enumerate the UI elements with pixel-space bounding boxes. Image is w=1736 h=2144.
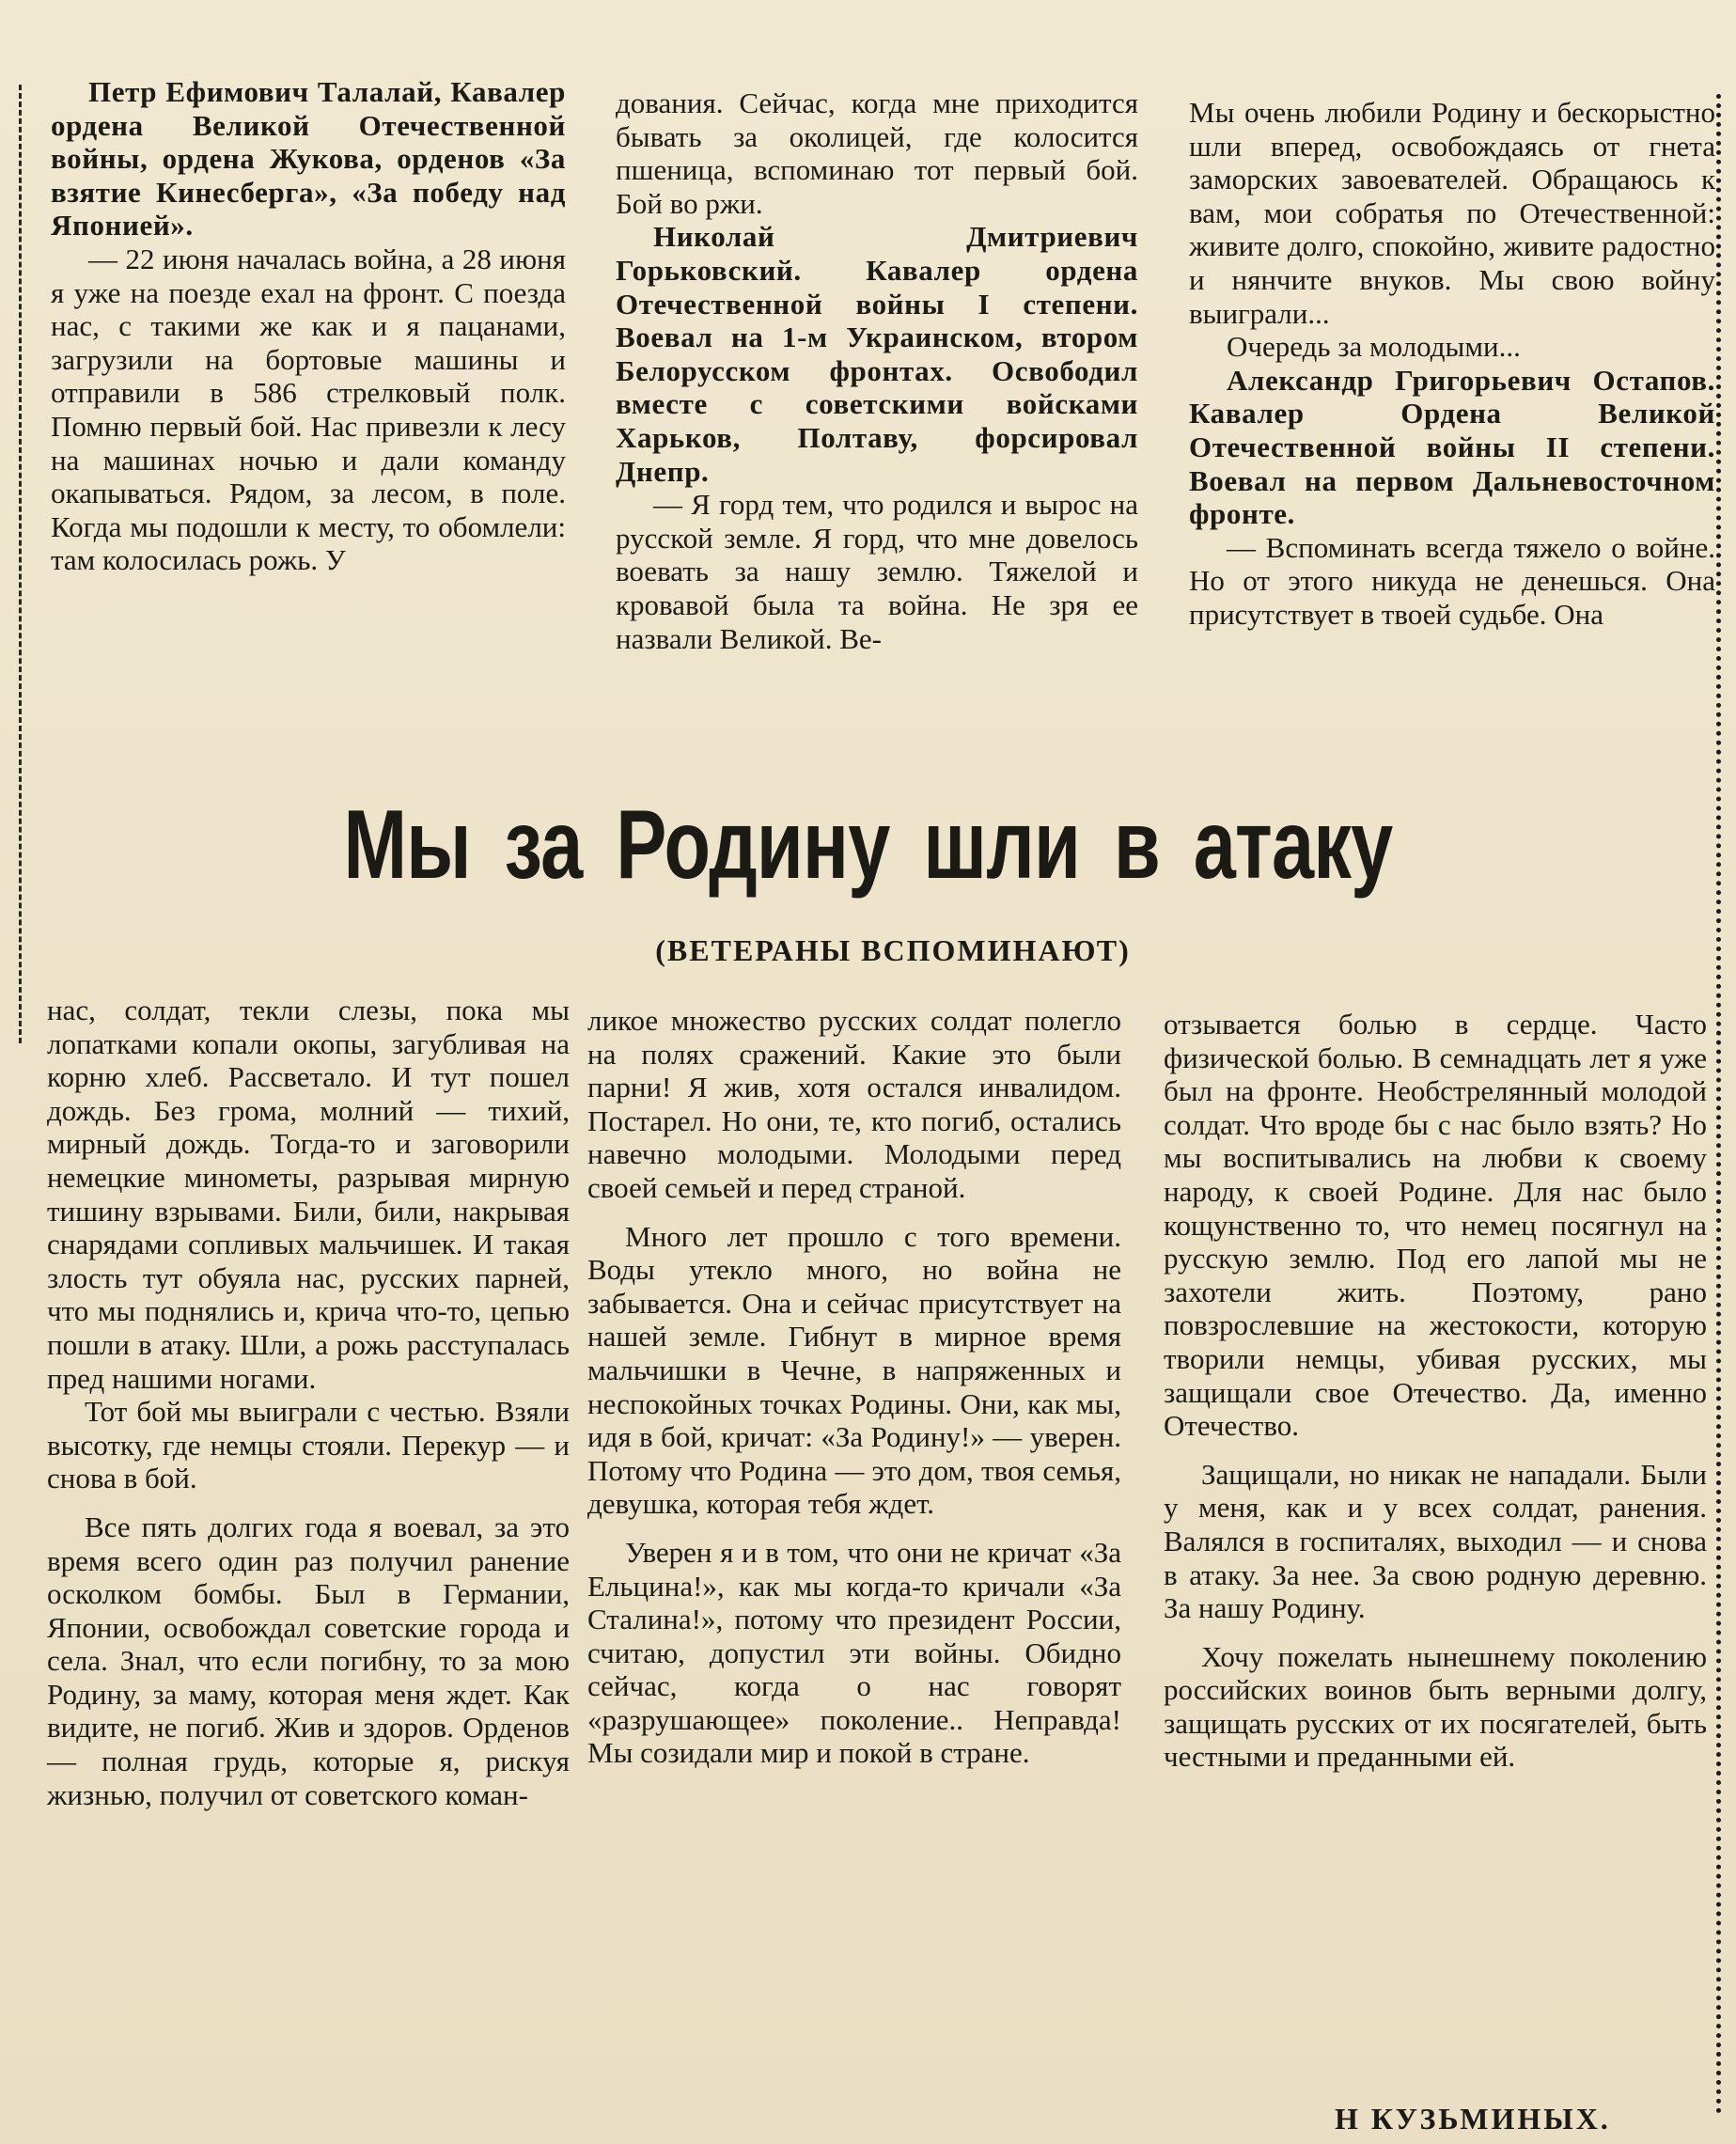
text-bottom-2-p2: Много лет прошло с того времени. Воды утекло много, но война не забывается. Она и сейчас присутствует на нашей земле. Гибнут в мирное время мальчишки в Чечне, в напряженных и неспокойных точках Родины. Они, как мы, идя в бой, кричат: «За Родину!» — уверен. Потому что Родина — это дом, твоя семья, девушка, которая тебя ждет. — [587, 1219, 1121, 1521]
text-gorkovsky-closing: Очередь за молодыми... — [1227, 330, 1521, 364]
text-bottom-2-p1: ликое множество русских солдат полегло на полях сражений. Какие это были парни! Я жив, хотя остался инвалидом. Постарел. Но они, те, кто погиб, остались навечно молодыми. Молодыми перед своей семьей и перед страной. — [587, 1004, 1121, 1204]
text-talalai-continued: дования. Сейчас, когда мне приходится бывать за околицей, где колосится пшеница, вспоминаю тот первый бой. Бой во ржи. — [616, 86, 1138, 220]
author-signature: Н КУЗЬМИНЫХ. — [1335, 2102, 1611, 2136]
top-column-3 — [1189, 96, 1715, 632]
text-bottom-3-p2: Защищали, но никак не нападали. Были у меня, как и у всех солдат, ранения. Валялся в госпиталях, выходил — и снова в атаку. За нее. За свою родную деревню. За нашу Родину. — [1164, 1457, 1707, 1625]
right-dotted-border — [1716, 94, 1721, 2115]
text-bottom-1-p3: Все пять долгих года я воевал, за это время всего один раз получил ранение осколком бомбы. Был в Германии, Японии, освобождал советские города и села. Знал, что если погибну, то за мою Родину, за маму, которая меня ждет. Как видите, не погиб. Жив и здоров. Орденов — полная грудь, которые я, рискуя жизнью, получил от советского коман- — [47, 1510, 570, 1811]
text-ostapov: — Вспоминать всегда тяжело о войне. Но от этого никуда не денешься. Она присутствует в твоей судьбе. Она — [1189, 530, 1715, 631]
text-gorkovsky: — Я горд тем, что родился и вырос на русской земле. Я горд, что мне довелось воевать за нашу землю. Тяжелой и кровавой была та война. Не зря ее назвали Великой. Ве- — [616, 488, 1138, 655]
text-bottom-2-p3: Уверен я и в том, что они не кричат «За Ельцина!», как мы когда-то кричали «За Сталина!», потому что президент России, считаю, допустил эти войны. Обидно сейчас, когда о нас говорят «разрушающее» поколение.. Неправда! Мы созидали мир и покой в стране. — [587, 1535, 1121, 1770]
article-subheadline: (ВЕТЕРАНЫ ВСПОМИНАЮТ) — [655, 933, 1131, 967]
bio-gorkovsky: Николай Дмитриевич Горьковский. Кавалер ордена Отечественной войны I степени. Воевал на 1-м Украинском, втором Белорусском фронтах. Освободил вместе с советскими войсками Харьков, Полтаву, форсировал Днепр. — [616, 220, 1138, 488]
article-headline: Мы за Родину шли в атаку — [343, 790, 1393, 900]
top-column-2 — [616, 86, 1138, 655]
bottom-column-3 — [1164, 1008, 1707, 1774]
bio-ostapov: Александр Григорьевич Остапов. Кавалер Ордена Великой Отечественной войны II степени. Воевал на первом Дальневосточном фронте. — [1189, 363, 1715, 531]
text-gorkovsky-continued: Мы очень любили Родину и бескорыстно шли вперед, освобождаясь от гнета заморских завоевателей. Обращаюсь к вам, мои собратья по Отечественной: живите долго, спокойно, живите радостно и нянчите внуков. Мы свою войну выиграли... — [1189, 96, 1715, 330]
text-bottom-1-p2: Тот бой мы выиграли с честью. Взяли высотку, где немцы стояли. Перекур — и снова в бой. — [47, 1395, 570, 1495]
bottom-column-1 — [47, 994, 570, 1811]
text-bottom-3-p1: отзывается болью в сердце. Часто физической болью. В семнадцать лет я уже был на фронте. Необстрелянный молодой солдат. Что вроде бы с нас было взять? Но мы воспитывались на любви к своему народу, к своей Родине. Для нас было кощунственно то, что немец посягнул на русскую землю. Под его лапой мы не захотели жить. Поэтому, рано повзрослевшие на жестокости, которую творили немцы, убивая русских, мы защищали свое Отечество. Да, именно Отечество. — [1164, 1008, 1707, 1443]
text-bottom-1-p1: нас, солдат, текли слезы, пока мы лопатками копали окопы, загубливая на корню хлеб. Рассветало. И тут пошел дождь. Без грома, молний — тихий, мирный дождь. Тогда-то и заговорили немецкие минометы, разрывая мирную тишину взрывами. Били, били, накрывая снарядами сопливых мальчишек. И такая злость тут обуяла нас, русских парней, что мы поднялись и, крича что-то, цепью пошли в атаку. Шли, а рожь расступалась пред нашими ногами. — [47, 994, 570, 1395]
bio-talalai: Петр Ефимович Талалай, Кавалер ордена Великой Отечественной войны, ордена Жукова, орденов «За взятие Кинесберга», «За победу над Японией». — [51, 75, 566, 243]
bottom-column-2 — [587, 1004, 1121, 1770]
top-column-1 — [51, 75, 566, 577]
left-dashed-border — [19, 85, 22, 1043]
text-talalai: — 22 июня началась война, а 28 июня я уже на поезде ехал на фронт. С поезда нас, с такими же как и я пацанами, загрузили на бортовые машины и отправили в 586 стрелковый полк. Помню первый бой. Нас привезли к лесу на машинах ночью и дали команду окапываться. Рядом, за лесом, в поле. Когда мы подошли к месту, то обомлели: там колосилась рожь. У — [51, 242, 566, 577]
text-bottom-3-p3: Хочу пожелать нынешнему поколению российских воинов быть верными долгу, защищать русских от их посягателей, быть честными и преданными ей. — [1164, 1639, 1707, 1774]
